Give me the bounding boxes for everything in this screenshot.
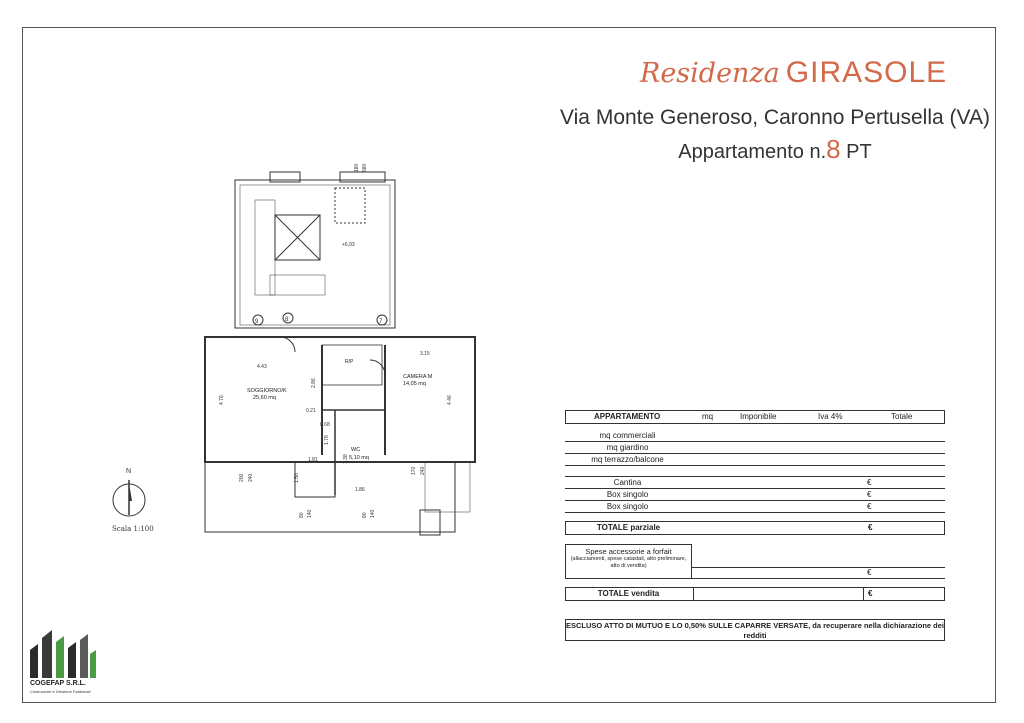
dim-label: 1.38 <box>343 454 349 464</box>
apartment-title <box>560 134 990 165</box>
header-iva: Iva 4% <box>818 412 843 421</box>
dim-label: 4.76 <box>219 395 225 405</box>
dim-label: 1.81 <box>308 457 318 463</box>
dim-label: 180 <box>354 163 360 172</box>
elevation-label: +6,93 <box>342 242 355 248</box>
table-row <box>565 501 945 513</box>
dim-label: 3.15 <box>420 351 430 357</box>
dim-label: 4.43 <box>257 364 267 370</box>
currency-symbol: € <box>867 502 872 511</box>
dim-label: 240 <box>248 473 254 482</box>
dim-label: 1.78 <box>324 435 330 445</box>
totale-parziale-row <box>565 521 945 535</box>
dim-label: 240 <box>420 466 426 475</box>
room-soggiorno-area: 25,60 mq <box>253 395 276 401</box>
dim-label: 80 <box>362 512 368 518</box>
table-row <box>565 442 945 454</box>
header-totale: Totale <box>891 412 913 421</box>
header-imponibile: Imponibile <box>740 412 777 421</box>
room-rp: R/P <box>345 359 354 365</box>
apartment-prefix: Appartamento n. <box>678 141 827 163</box>
dim-label: 80 <box>299 512 305 518</box>
header-mq: mq <box>702 412 714 421</box>
table-header <box>565 410 945 424</box>
axis-marker-8: 8 <box>285 317 289 323</box>
scale-label: Scala 1:100 <box>112 525 154 533</box>
axis-marker-9: 9 <box>255 319 259 325</box>
currency-symbol: € <box>868 523 873 532</box>
row-label: Box singolo <box>606 490 649 499</box>
row-label: mq giardino <box>606 443 649 452</box>
dim-label: 0.68 <box>320 422 330 428</box>
totale-parziale-label: TOTALE parziale <box>596 523 661 532</box>
apartment-suffix: PT <box>846 141 872 163</box>
apartment-number: 8 <box>826 134 841 164</box>
address: Via Monte Generoso, Caronno Pertusella (VA) <box>560 106 990 129</box>
row-label: Box singolo <box>606 502 649 511</box>
axis-markers <box>253 313 387 325</box>
spese-title: Spese accessorie a forfait <box>585 547 672 556</box>
dim-label: 1.86 <box>355 487 365 493</box>
dim-label: 4.46 <box>447 395 453 405</box>
brand-script: Residenza <box>640 58 780 89</box>
dimension-labels <box>219 163 453 518</box>
currency-symbol: € <box>868 589 873 598</box>
pricing-table <box>565 410 945 641</box>
north-compass-icon <box>105 465 155 545</box>
dim-label: 200 <box>239 473 245 482</box>
company-tagline: Costruzione e Gestione Fabbricati <box>30 689 91 694</box>
spese-label-box <box>565 544 692 579</box>
room-wc-area: 5,10 mq <box>349 455 369 461</box>
spese-accessorie-block <box>565 544 945 579</box>
dim-label: 140 <box>307 509 313 518</box>
room-camera: CAMERA M <box>403 374 433 380</box>
table-row <box>565 466 945 477</box>
dim-label: 140 <box>370 509 376 518</box>
totale-vendita-label: TOTALE vendita <box>597 589 660 598</box>
table-row <box>565 430 945 442</box>
room-wc: WC <box>351 447 361 453</box>
dim-label: 2.86 <box>311 378 317 388</box>
table-row <box>565 477 945 489</box>
room-soggiorno: SOGGIORNO/K <box>247 388 287 394</box>
company-logo <box>28 628 108 698</box>
brand-logo <box>640 56 948 90</box>
compass-north-label: N <box>126 468 132 475</box>
table-row <box>565 489 945 501</box>
axis-marker-7: 7 <box>379 319 383 325</box>
totale-vendita-row <box>565 587 945 601</box>
currency-symbol: € <box>867 490 872 499</box>
dim-label: 170 <box>411 466 417 475</box>
dim-label: 1.50 <box>294 473 300 483</box>
dim-label: 580 <box>362 163 368 172</box>
row-label: mq terrazzo/balcone <box>591 455 664 464</box>
row-label: mq commerciali <box>599 431 656 440</box>
currency-symbol: € <box>867 568 872 577</box>
brand-name: GIRASOLE <box>785 56 948 89</box>
mortgage-note: ESCLUSO ATTO DI MUTUO E LO 0,50% SULLE CAPARRE VERSATE, da recuperare nella dichiarazione dei redditi <box>566 621 944 640</box>
floor-plan <box>195 160 485 540</box>
header-appartamento: APPARTAMENTO <box>594 412 661 421</box>
table-row <box>565 454 945 466</box>
dim-label: 0.21 <box>306 408 316 414</box>
row-label: Cantina <box>613 478 642 487</box>
company-name: COGEFAP S.R.L. <box>30 680 86 687</box>
currency-symbol: € <box>867 478 872 487</box>
room-camera-area: 14,05 mq <box>403 381 426 387</box>
spese-detail: (allacciamenti, spese catastali, atto preliminare, atto di vendita) <box>570 556 687 569</box>
